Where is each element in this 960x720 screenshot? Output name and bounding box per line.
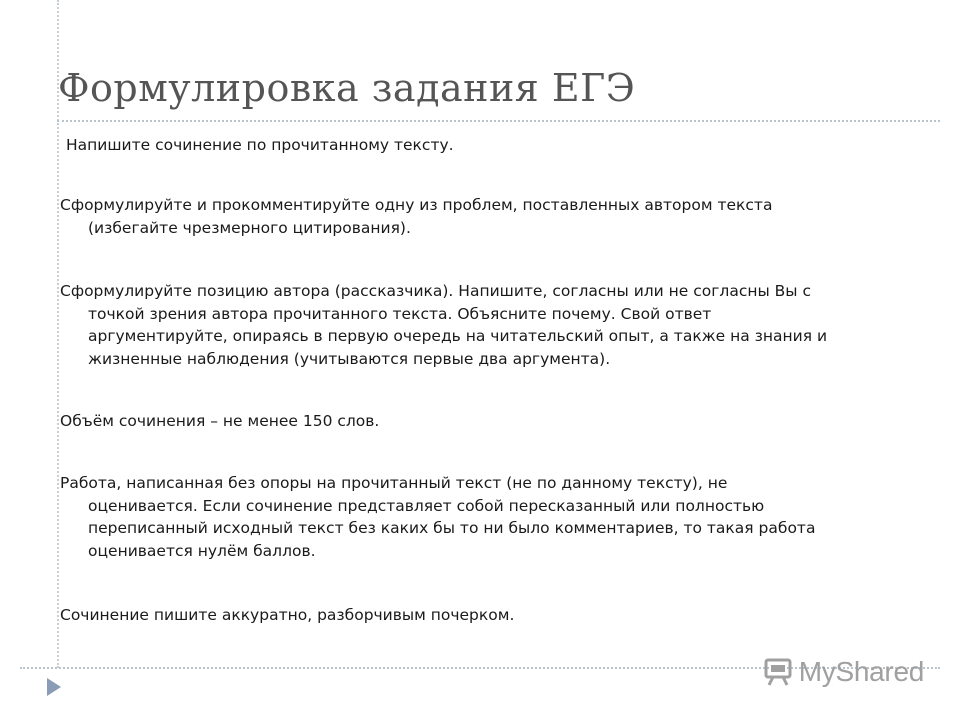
slide-title: Формулировка задания ЕГЭ [58,66,636,110]
paragraph-1: Напишите сочинение по прочитанному тексту. [66,136,454,154]
paragraph-5: Работа, написанная без опоры на прочитанный текст (не по данному тексту), не оценивается. Если сочинение представляет собой пересказанный или полностью переписанный исходный текст без каких бы то ни было комментариев, то такая работа оценивается нулём баллов. [60,474,816,560]
title-divider [57,120,940,122]
paragraph-6: Сочинение пишите аккуратно, разборчивым почерком. [60,606,515,624]
paragraph-3: Сформулируйте позицию автора (рассказчика). Напишите, согласны или не согласны Вы с точкой зрения автора прочитанного текста. Объясните почему. Свой ответ аргументируйте, опираясь в первую очередь на читательский опыт, а также на знания и жизненные наблюдения (учитываются первые два аргумента). [60,282,828,368]
projector-icon [763,657,793,687]
paragraph-4: Объём сочинения – не менее 150 слов. [60,412,380,430]
myshared-logo [763,656,924,688]
logo-text: MyShared [798,656,924,687]
paragraph-2: Сформулируйте и прокомментируйте одну из проблем, поставленных автором текста (избегайте чрезмерного цитирования). [60,196,773,237]
triangle-right-icon[interactable] [45,676,63,698]
